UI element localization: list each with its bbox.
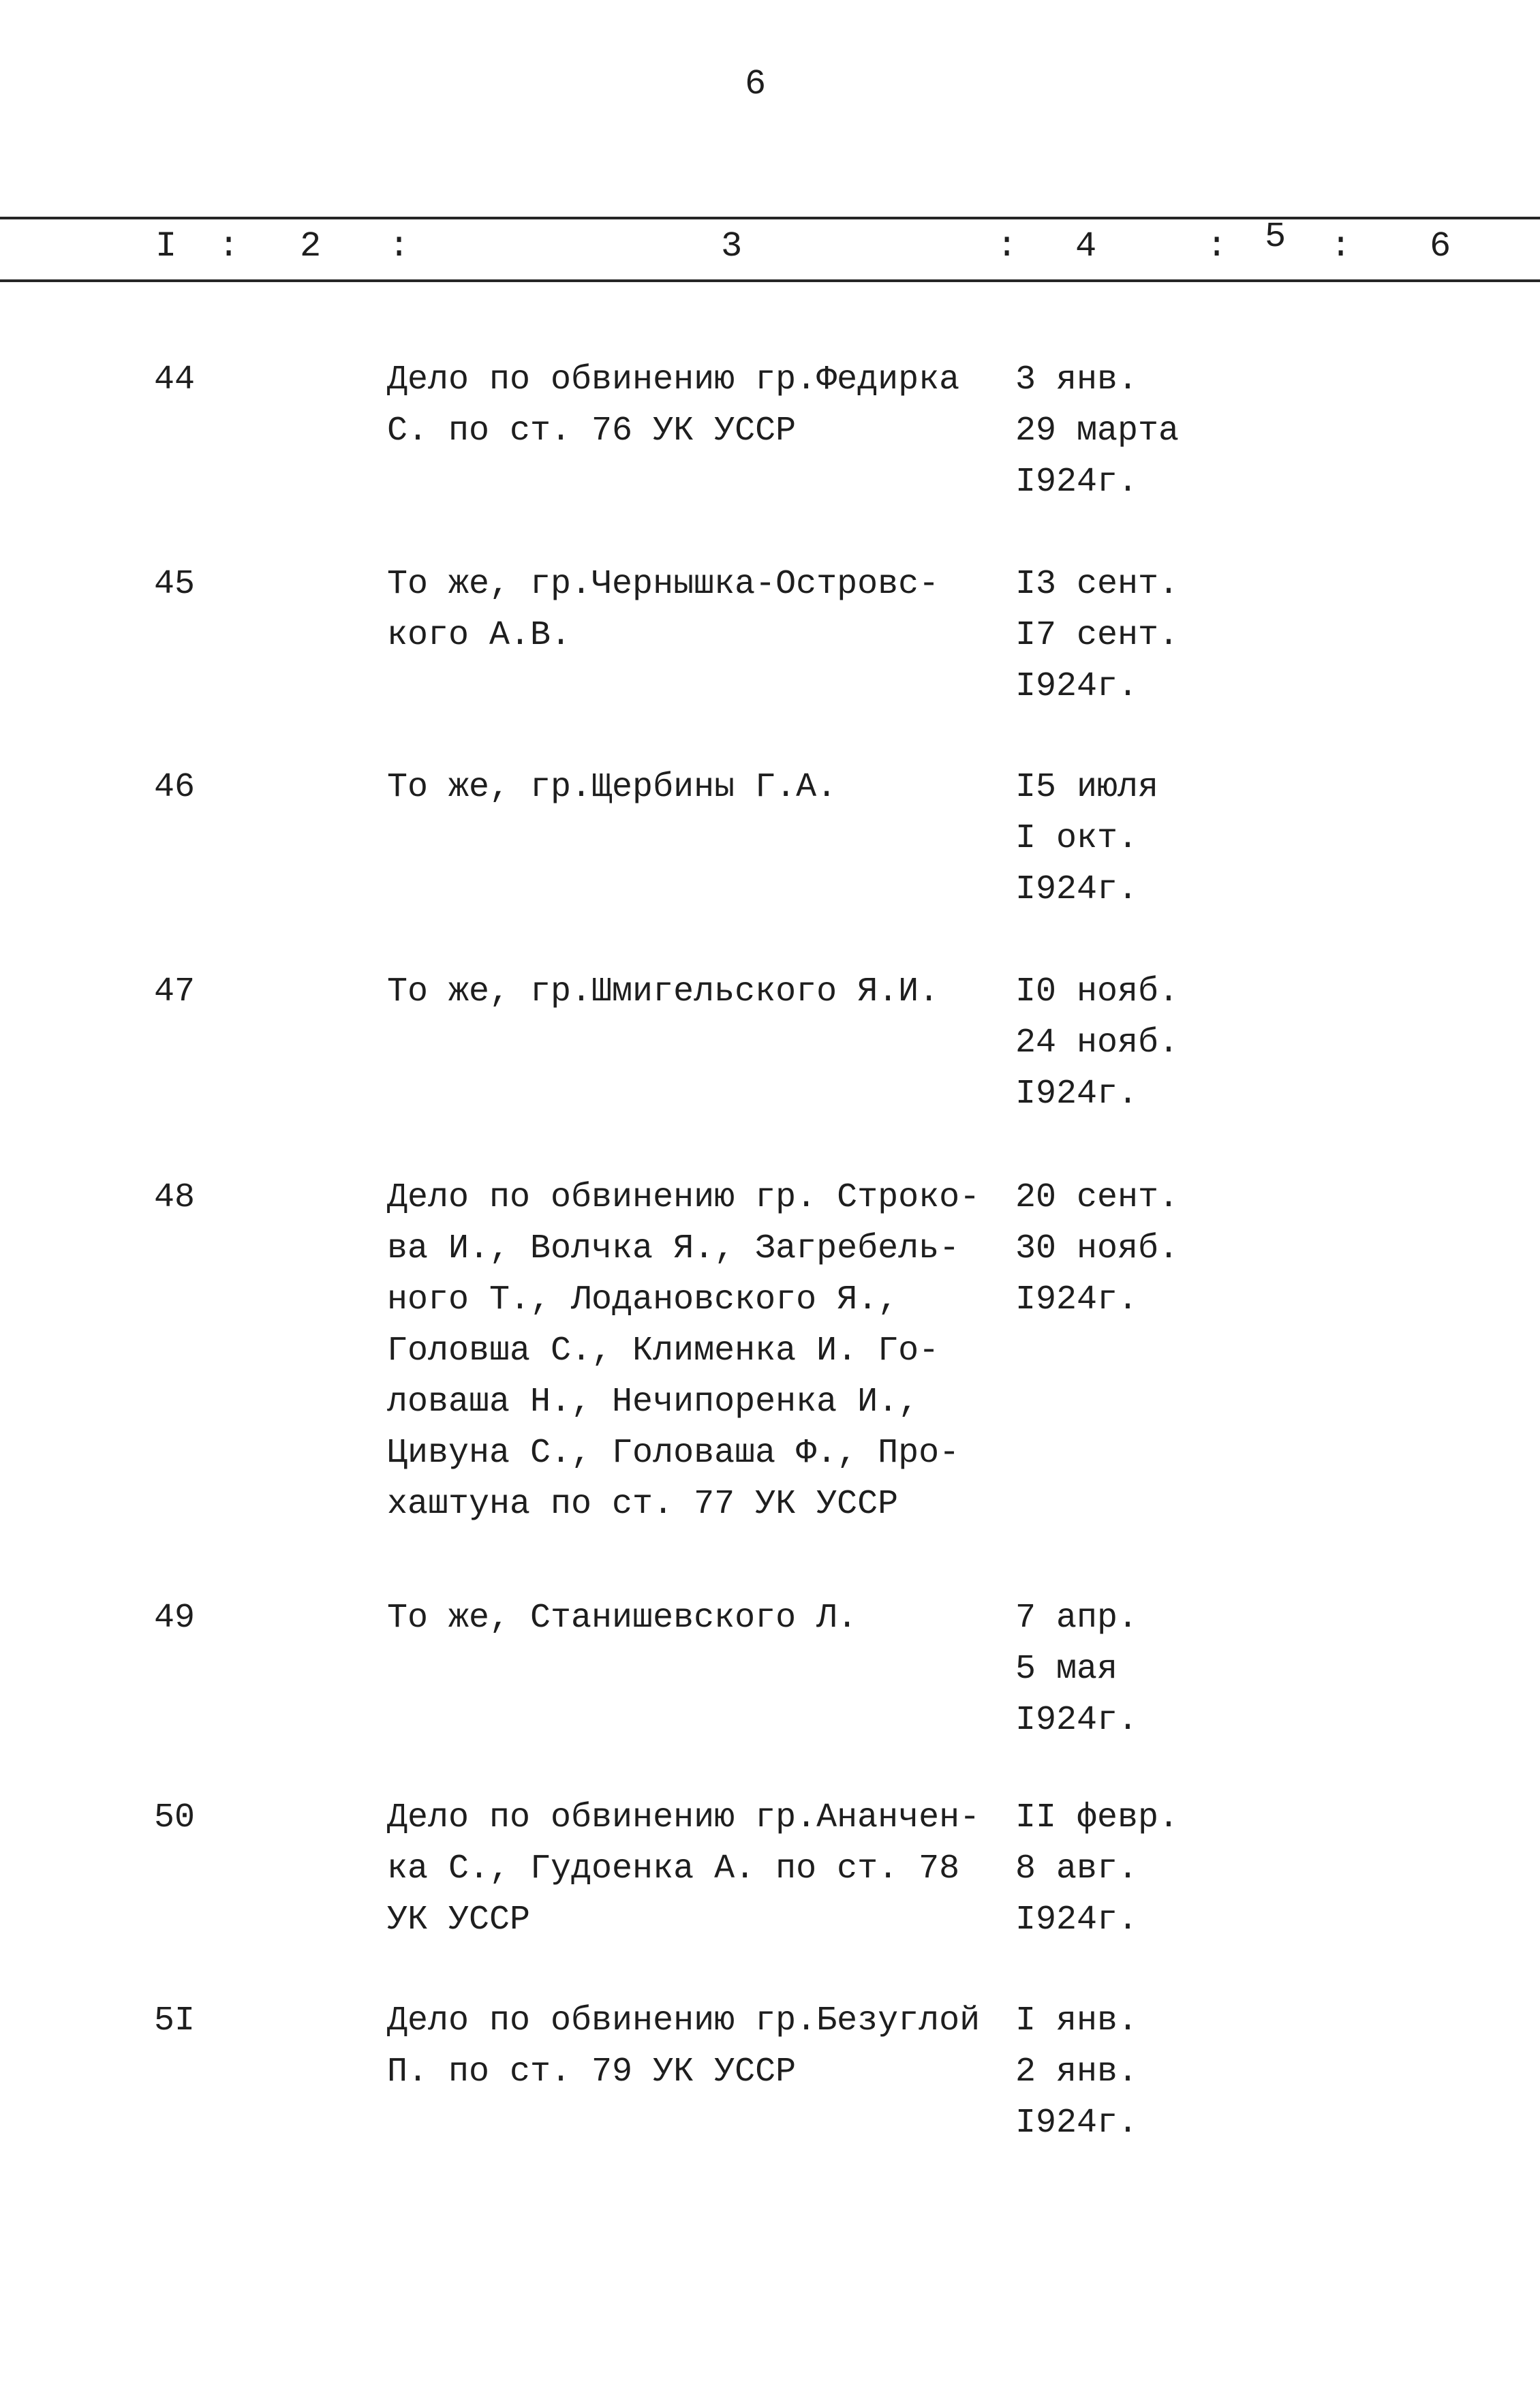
- date-line: I924г.: [1015, 463, 1139, 502]
- case-dates: [1015, 354, 1233, 508]
- description-line: То же, Станишевского Л.: [387, 1599, 858, 1638]
- row-number: 5I: [154, 2001, 196, 2040]
- case-description: [387, 966, 1000, 1017]
- column-header-1: I: [155, 226, 177, 266]
- column-header-2: 2: [300, 226, 322, 266]
- date-line: I924г.: [1015, 870, 1139, 909]
- date-line: I7 сент.: [1015, 616, 1180, 655]
- row-number: 49: [154, 1599, 196, 1638]
- column-header-4: 4: [1075, 226, 1097, 266]
- case-dates: [1015, 1995, 1233, 2149]
- case-dates: [1015, 1593, 1233, 1746]
- date-line: I924г.: [1015, 1280, 1139, 1319]
- description-line: То же, гр.Чернышка-Островс-: [387, 565, 940, 604]
- row-number: 48: [154, 1178, 196, 1217]
- date-line: 2 янв.: [1015, 2053, 1139, 2091]
- table-top-rule: [0, 217, 1540, 219]
- page-number: 6: [745, 64, 767, 104]
- column-header-3: 3: [721, 226, 743, 266]
- table-header-rule: [0, 279, 1540, 282]
- case-description: [387, 1172, 1000, 1530]
- row-number: 47: [154, 972, 196, 1011]
- case-dates: [1015, 559, 1233, 712]
- column-separator: :: [1330, 226, 1352, 266]
- case-dates: [1015, 966, 1233, 1120]
- description-line: Головша С., Клименка И. Го-: [387, 1332, 940, 1370]
- column-header-5: 5: [1265, 217, 1287, 257]
- date-line: I5 июля: [1015, 768, 1159, 807]
- date-line: I924г.: [1015, 1701, 1139, 1740]
- case-description: [387, 354, 1000, 457]
- description-line: То же, гр.Щербины Г.А.: [387, 768, 837, 807]
- date-line: 8 авг.: [1015, 1850, 1139, 1888]
- case-dates: [1015, 762, 1233, 915]
- description-line: Цивуна С., Головаша Ф., Про-: [387, 1434, 960, 1473]
- date-line: I окт.: [1015, 819, 1139, 858]
- description-line: Дело по обвинению гр. Строко-: [387, 1178, 981, 1217]
- description-line: Дело по обвинению гр.Ананчен-: [387, 1798, 981, 1837]
- column-separator: :: [218, 226, 240, 266]
- description-line: Дело по обвинению гр.Федирка: [387, 360, 960, 399]
- description-line: То же, гр.Шмигельского Я.И.: [387, 972, 940, 1011]
- date-line: I924г.: [1015, 2104, 1139, 2143]
- description-line: С. по ст. 76 УК УССР: [387, 412, 797, 450]
- date-line: I924г.: [1015, 1901, 1139, 1939]
- date-line: I924г.: [1015, 1075, 1139, 1114]
- column-header-6: 6: [1430, 226, 1451, 266]
- date-line: 20 сент.: [1015, 1178, 1180, 1217]
- case-description: [387, 1792, 1000, 1946]
- description-line: хаштуна по ст. 77 УК УССР: [387, 1485, 899, 1524]
- date-line: 7 апр.: [1015, 1599, 1139, 1638]
- date-line: 3 янв.: [1015, 360, 1139, 399]
- date-line: II февр.: [1015, 1798, 1180, 1837]
- description-line: Дело по обвинению гр.Безуглой: [387, 2001, 981, 2040]
- case-description: [387, 1593, 1000, 1644]
- description-line: ва И., Волчка Я., Загребель-: [387, 1229, 960, 1268]
- row-number: 50: [154, 1798, 196, 1837]
- date-line: 29 марта: [1015, 412, 1180, 450]
- case-description: [387, 559, 1000, 661]
- date-line: I0 нояб.: [1015, 972, 1180, 1011]
- column-separator: :: [996, 226, 1018, 266]
- description-line: ловаша Н., Нечипоренка И.,: [387, 1383, 919, 1422]
- row-number: 46: [154, 768, 196, 807]
- case-dates: [1015, 1172, 1233, 1325]
- date-line: I924г.: [1015, 667, 1139, 706]
- date-line: 5 мая: [1015, 1650, 1118, 1689]
- case-dates: [1015, 1792, 1233, 1946]
- description-line: УК УССР: [387, 1901, 531, 1939]
- date-line: I3 сент.: [1015, 565, 1180, 604]
- column-separator: :: [388, 226, 410, 266]
- date-line: 30 нояб.: [1015, 1229, 1180, 1268]
- column-separator: :: [1206, 226, 1228, 266]
- case-description: [387, 762, 1000, 813]
- description-line: ка С., Гудоенка А. по ст. 78: [387, 1850, 960, 1888]
- row-number: 45: [154, 565, 196, 604]
- row-number: 44: [154, 360, 196, 399]
- case-description: [387, 1995, 1000, 2098]
- description-line: П. по ст. 79 УК УССР: [387, 2053, 797, 2091]
- date-line: I янв.: [1015, 2001, 1139, 2040]
- description-line: ного Т., Лодановского Я.,: [387, 1280, 899, 1319]
- description-line: кого А.В.: [387, 616, 572, 655]
- date-line: 24 нояб.: [1015, 1024, 1180, 1062]
